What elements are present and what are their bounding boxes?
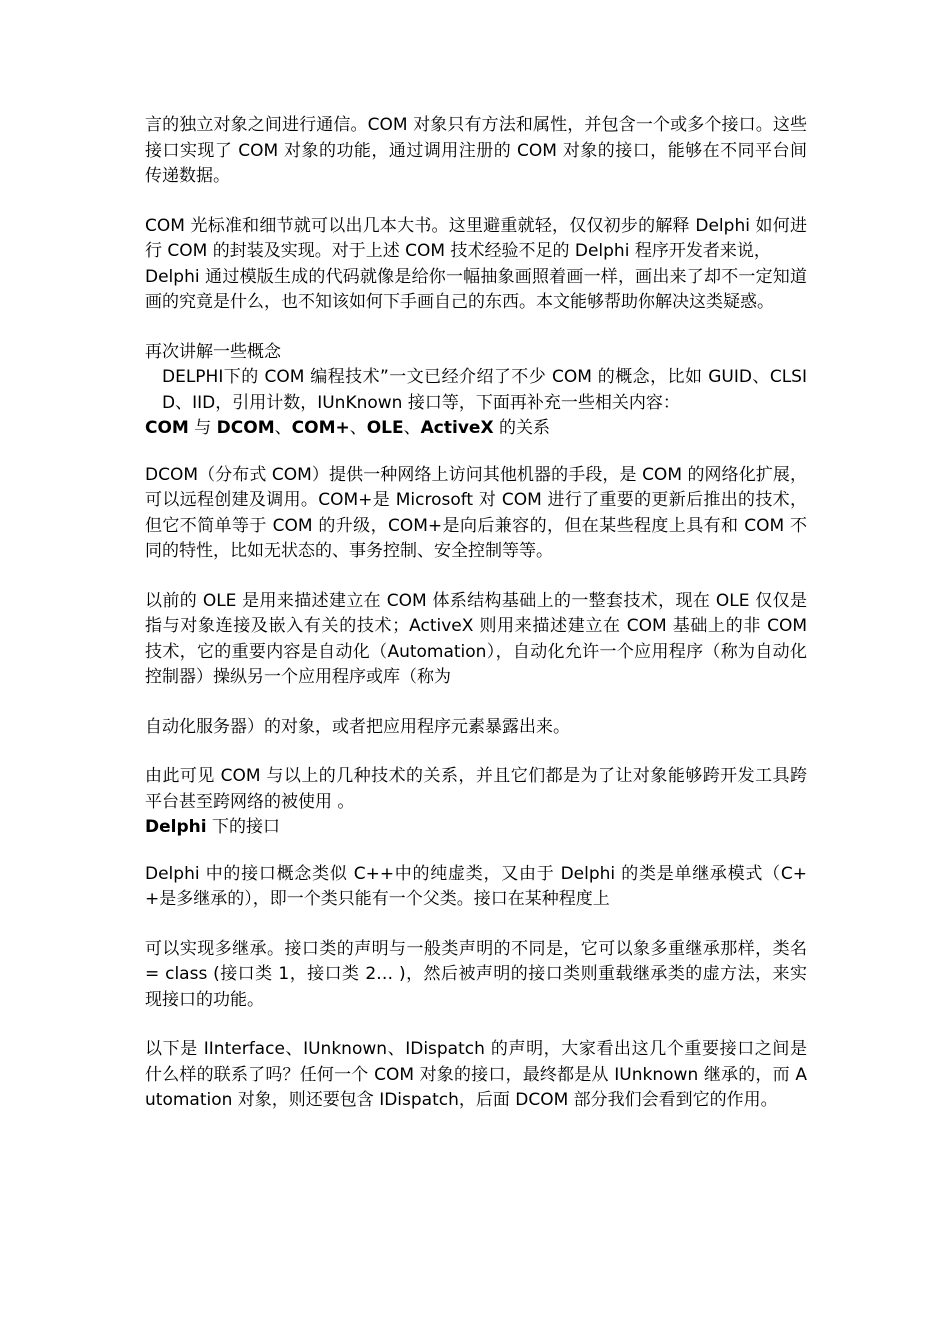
delphi-interface-paragraph: Delphi 中的接口概念类似 C++中的纯虚类，又由于 Delphi 的类是单继承模式（C++是多继承的），即一个类只能有一个父类。接口在某种程度上 [145,863,807,909]
document-page [145,113,807,1114]
heading-term-delphi: Delphi [145,817,207,837]
com-standard-paragraph: COM 光标准和细节就可以出几本大书。这里避重就轻，仅仅初步的解释 Delphi 如何进行 COM 的封装及实现。对于上述 COM 技术经验不足的 Delphi 程序开发者来说， [145,215,807,261]
heading-text: 下的接口 [206,817,280,837]
heading-text: 、 [274,418,292,438]
section-heading-delphi-interfaces [145,815,807,841]
concepts-title: 再次讲解一些概念 [145,341,281,362]
heading-term-complus: COM+ [291,418,350,438]
heading-text: 与 [188,418,217,438]
intro-paragraph: 言的独立对象之间进行通信。COM 对象只有方法和属性，并包含一个或多个接口。这些接口实现了 COM 对象的功能，通过调用注册的 COM 对象的接口，能够在不同平台间传递数据。 [145,115,807,186]
heading-term-ole: OLE [366,418,404,438]
conclusion-paragraph: 由此可见 COM 与以上的几种技术的关系，并且它们都是为了让对象能够跨开发工具跨平台甚至跨网络的被使用 。 [145,766,807,812]
heading-term-com: COM [145,418,189,438]
delphi-template-paragraph: Delphi 通过模版生成的代码就像是给你一幅抽象画照着画一样，画出来了却不一定知道画的究竟是什么，也不知该如何下手画自己的东西。本文能够帮助你解决这类疑惑。 [145,266,807,312]
heading-term-dcom: DCOM [216,418,275,438]
ole-paragraph: 以前的 OLE 是用来描述建立在 COM 体系结构基础上的一整套技术，现在 OLE 仅仅是指与对象连接及嵌入有关的技术；ActiveX 则用来描述建立在 COM 基础上的非 COM 技术，它的重要内容是自动化（Automation），自动化允许一个应用程序（称为自动化控制器）操纵另一个应用程序或库（称为 [145,590,807,687]
multiple-inheritance-paragraph: 可以实现多继承。接口类的声明与一般类声明的不同是，它可以象多重继承那样，类名 = class (接口类 1，接口类 2… )，然后被声明的接口类则重载继承类的虚方法，来实现接口的功能。 [145,938,807,1010]
section-heading-com-relations [145,416,807,442]
automation-server-paragraph: 自动化服务器）的对象，或者把应用程序元素暴露出来。 [145,716,570,737]
concepts-paragraph: DELPHI下的 COM 编程技术”一文已经介绍了不少 COM 的概念，比如 GUID、CLSID、IID，引用计数，IUnKnown 接口等，下面再补充一些相关内容： [162,367,807,413]
dcom-paragraph: DCOM（分布式 COM）提供一种网络上访问其他机器的手段，是 COM 的网络化扩展，可以远程创建及调用。COM+是 Microsoft 对 COM 进行了重要的更新后推出的技术，但它不简单等于 COM 的升级，COM+是向后兼容的，但在某些程度上具有和 COM 不同的特性，比如无状态的、事务控制、安全控制等等。 [145,464,807,561]
declaration-paragraph: 以下是 IInterface、IUnknown、IDispatch 的声明，大家看出这几个重要接口之间是什么样的联系了吗？任何一个 COM 对象的接口，最终都是从 IUnknown 继承的，而 Automation 对象，则还要包含 IDispatch，后面 DCOM 部分我们会看到它的作用。 [145,1039,807,1110]
heading-text: 、 [349,418,367,438]
heading-text: 的关系 [493,418,550,438]
heading-term-activex: ActiveX [420,418,494,438]
heading-text: 、 [403,418,421,438]
